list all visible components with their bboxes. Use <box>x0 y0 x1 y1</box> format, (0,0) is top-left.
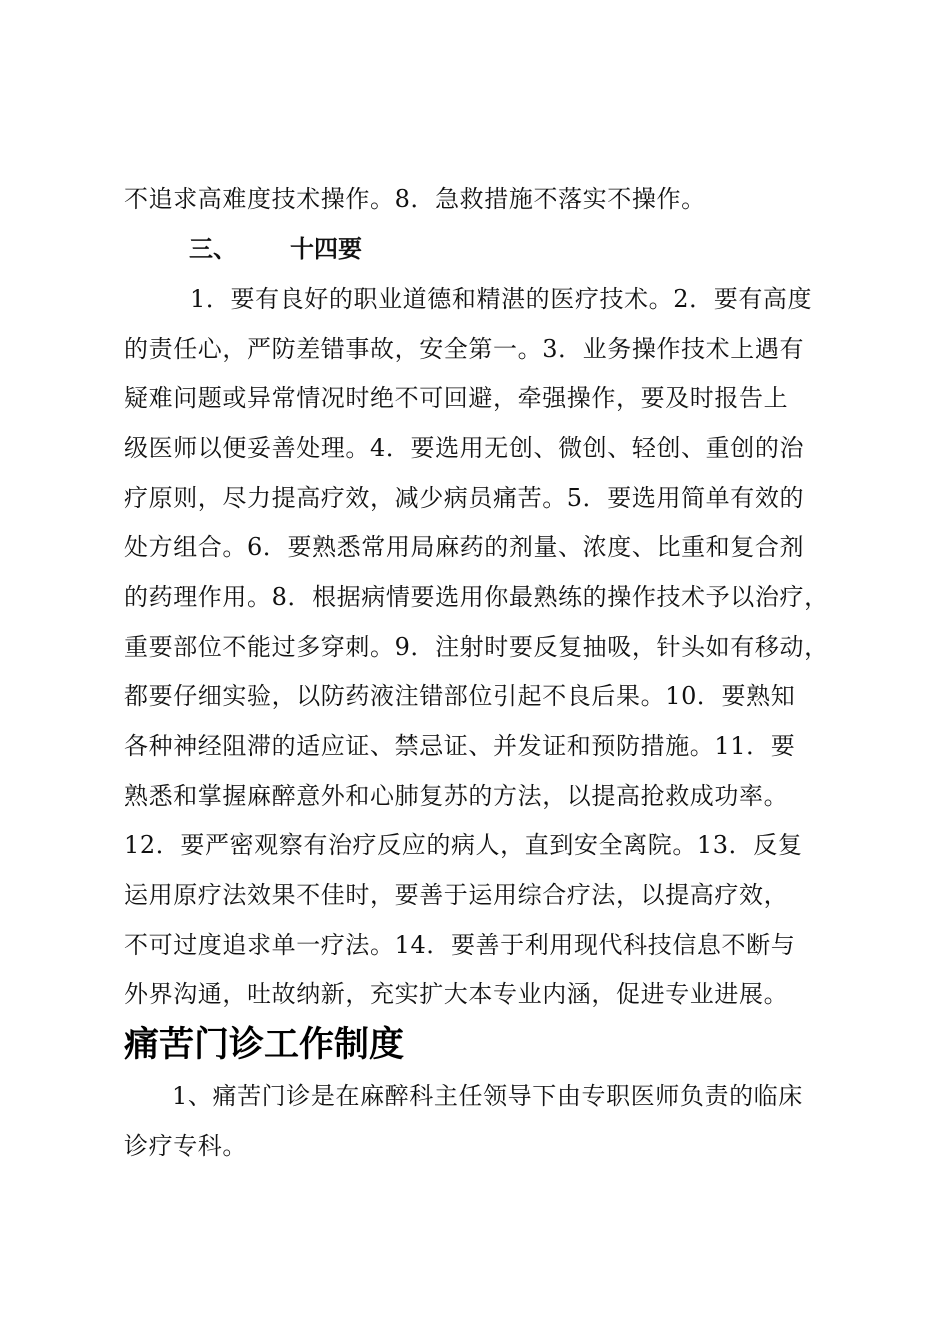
text-line: 运用原疗法效果不佳时，要善于运用综合疗法，以提高疗效， <box>124 881 789 909</box>
text-line: 熟悉和掌握麻醉意外和心肺复苏的方法，以提高抢救成功率。 <box>124 782 789 810</box>
text-line: 诊疗专科。 <box>124 1132 247 1160</box>
text-line: 1、痛苦门诊是在麻醉科主任领导下由专职医师负责的临床 <box>172 1082 803 1110</box>
text-line: 1．要有良好的职业道德和精湛的医疗技术。2．要有高度 <box>190 285 813 313</box>
section-number: 三、 <box>189 235 237 263</box>
text-line: 疗原则，尽力提高疗效，减少病员痛苦。5．要选用简单有效的 <box>124 484 805 512</box>
text-line-intro: 不追求高难度技术操作。8．急救措施不落实不操作。 <box>124 185 706 213</box>
document-title: 痛苦门诊工作制度 <box>124 1025 405 1065</box>
text-line: 各种神经阻滞的适应证、禁忌证、并发证和预防措施。11．要 <box>124 732 796 760</box>
section-title: 十四要 <box>290 235 362 263</box>
text-line: 外界沟通，吐故纳新，充实扩大本专业内涵，促进专业进展。 <box>124 980 789 1008</box>
text-line: 的责任心，严防差错事故，安全第一。3．业务操作技术上遇有 <box>124 335 805 363</box>
text-line: 不可过度追求单一疗法。14．要善于利用现代科技信息不断与 <box>124 931 796 959</box>
text-line: 疑难问题或异常情况时绝不可回避，牵强操作，要及时报告上 <box>124 384 789 412</box>
text-line: 重要部位不能过多穿刺。9．注射时要反复抽吸，针头如有移动， <box>124 633 829 661</box>
text-line: 的药理作用。8．根据病情要选用你最熟练的操作技术予以治疗， <box>124 583 829 611</box>
text-line: 都要仔细实验，以防药液注错部位引起不良后果。10．要熟知 <box>124 682 796 710</box>
text-line: 处方组合。6．要熟悉常用局麻药的剂量、浓度、比重和复合剂 <box>124 533 805 561</box>
text-line: 12．要严密观察有治疗反应的病人，直到安全离院。13．反复 <box>124 831 803 859</box>
text-line: 级医师以便妥善处理。4．要选用无创、微创、轻创、重创的治 <box>124 434 805 462</box>
